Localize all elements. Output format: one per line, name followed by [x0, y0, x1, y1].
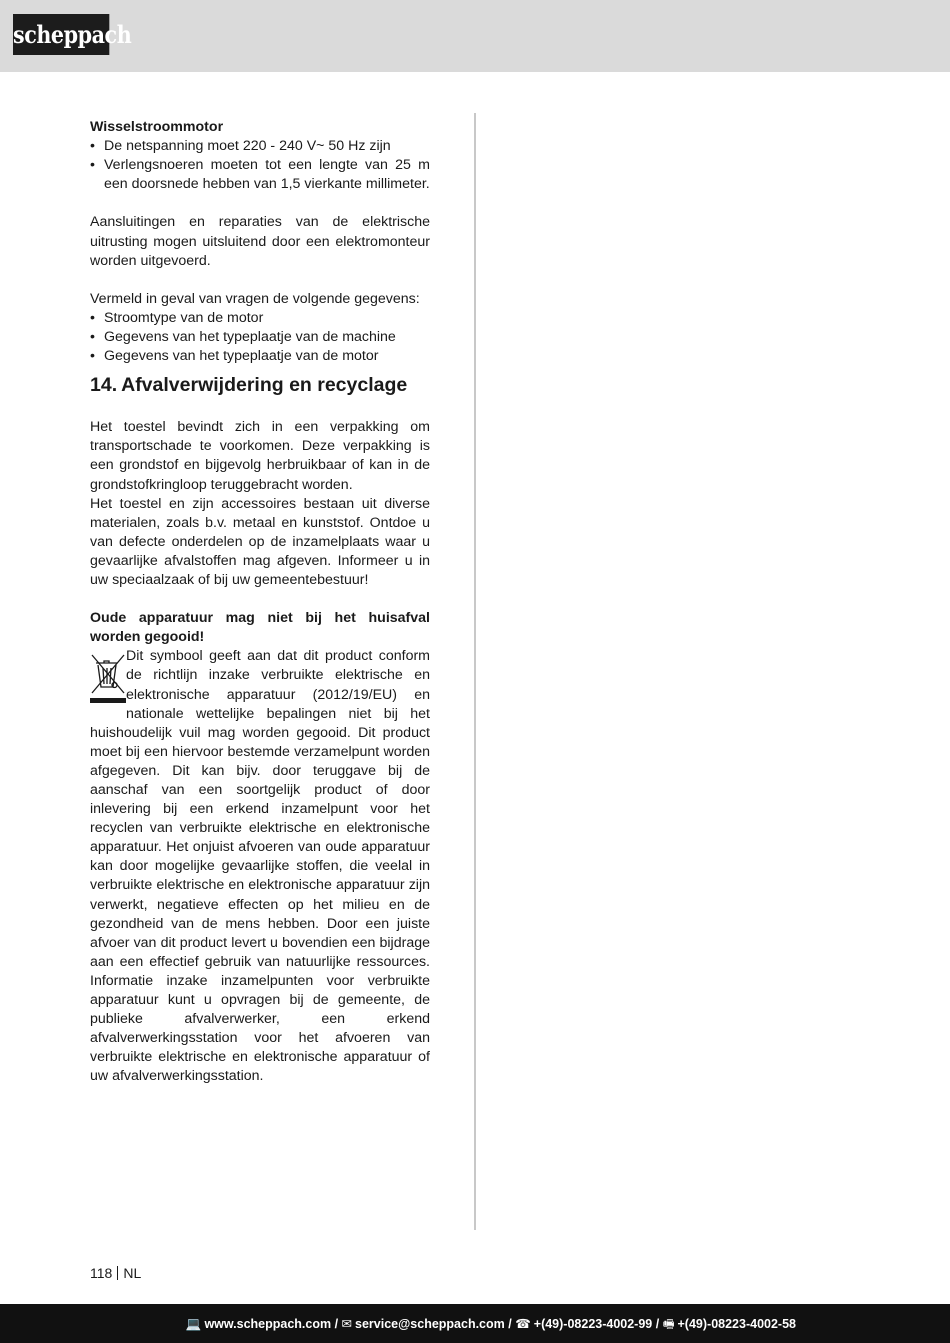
footer-email[interactable]: service@scheppach.com [355, 1317, 505, 1331]
packaging-paragraph: Het toestel bevindt zich in een verpakking om transportschade te voorkomen. Deze verpakking is een grondstof en bijgevolg herbruikbaar of kan in de grondstofkringloop teruggebracht worden. [90, 419, 430, 493]
weee-paragraph: Dit symbool geeft aan dat dit product conform de richtlijn inzake verbruikte elektrische en elektronische apparatuur (2012/19/EU) en nationale wettelijke bepalingen niet bij het huishoudelijk vuil mag worden gegooid. Dit product moet bij een hiervoor bestemde verzamelpunt worden afgegeven. Dit kan bijv. door teruggave bij de aanschaf van een soortgelijk product of door inlevering bij een erkend inzamelpunt voor het recyclen van verbruikte elektrische en elektronische apparatuur. Het onjuist afvoeren van oude apparatuur kan door mogelijke gevaarlijke stoffen, die veelal in verbruikte elektrische en elektronische apparatuur zijn verwerkt, negatieve effecten op het milieu en de gezondheid van de mens hebben. Door een juiste afvoer van dit product levert u bovendien een bijdrage aan een effectief gebruik van natuurlijke ressources. Informatie inzake inzamelpunten voor verbruikte apparatuur kunt u opvragen bij de gemeente, de publieke afvalverwerker, een erkend afvalverwerkingsstation voor het afvoeren van verbruikte elektrische en elektronische apparatuur of uw afvalverwerkingsstation. [90, 648, 430, 1085]
footer-fax: +(49)-08223-4002-58 [677, 1317, 796, 1331]
footer-website[interactable]: www.scheppach.com [204, 1317, 332, 1331]
weee-block [90, 647, 430, 1086]
section-heading [90, 372, 430, 398]
questions-intro: Vermeld in geval van vragen de volgende gegevens: [90, 290, 420, 307]
page-language: NL [123, 1265, 142, 1281]
footer-bar: 💻 www.scheppach.com / ✉ service@scheppach.com / ☎ +(49)-08223-4002-99 / 🖷 +(49)-08223-4002-58 [0, 1304, 950, 1343]
fax-icon: 🖷 [662, 1317, 675, 1331]
list-item: • Gegevens van het typeplaatje van de machine [90, 328, 430, 347]
motor-heading: Wisselstroommotor [90, 119, 224, 135]
mail-icon: ✉ [341, 1317, 352, 1331]
header-band [0, 0, 950, 72]
questions-bullet-list [90, 309, 430, 366]
scheppach-logo: scheppach [13, 14, 109, 55]
list-item: • De netspanning moet 220 - 240 V~ 50 Hz zijn [90, 137, 430, 156]
computer-icon: 💻 [185, 1317, 202, 1331]
phone-icon: ☎ [515, 1317, 531, 1331]
column-divider [474, 113, 476, 1230]
old-devices-heading: Oude apparatuur mag niet bij het huisafval worden gegooid! [90, 610, 430, 646]
page-number [90, 1265, 141, 1281]
list-item: • Verlengsnoeren moeten tot een lengte van 25 m een doorsnede hebben van 1,5 vierkante millimeter. [90, 156, 430, 194]
crossed-bin-icon [90, 651, 126, 715]
page-number-value: 118 [90, 1265, 113, 1281]
left-column [90, 118, 430, 1087]
section-title: Afvalverwijdering en recyclage [121, 374, 408, 397]
repair-paragraph: Aansluitingen en reparaties van de elektrische uitrusting mogen uitsluitend door een elektromonteur worden uitgevoerd. [90, 214, 430, 269]
footer-phone: +(49)-08223-4002-99 [533, 1317, 653, 1331]
list-item: • Gegevens van het typeplaatje van de motor [90, 347, 430, 366]
motor-bullet-list [90, 137, 430, 194]
list-item: • Stroomtype van de motor [90, 309, 430, 328]
section-number: 14. [90, 374, 118, 397]
materials-paragraph: Het toestel en zijn accessoires bestaan uit diverse materialen, zoals b.v. metaal en kunststof. Ontdoe u van defecte onderdelen op de inzamelplaats waar u gevaarlijke afvalstoffen mag afgeven. Informeer u in uw speciaalzaak of bij uw gemeentebestuur! [90, 495, 430, 588]
